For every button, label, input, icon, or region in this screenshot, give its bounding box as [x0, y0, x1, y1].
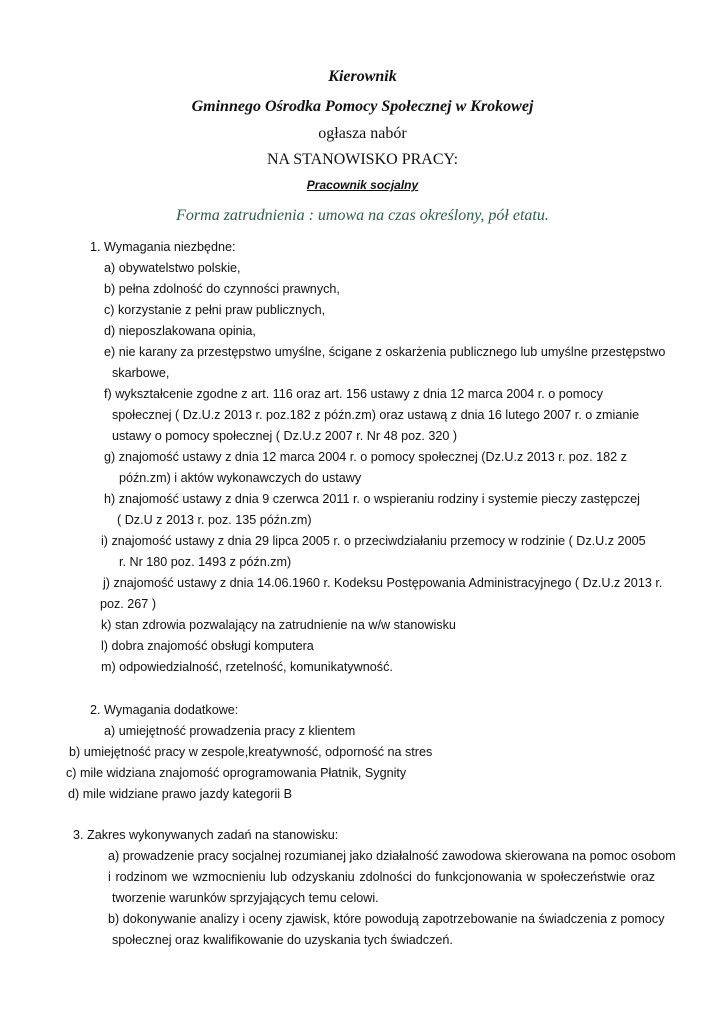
req-f-line1: f) wykształcenie zgodne z art. 116 oraz art. 156 ustawy z dnia 12 marca 2004 r. o pomocy — [104, 387, 603, 401]
req-c: c) korzystanie z pełni praw publicznych, — [104, 303, 326, 317]
req-b: b) pełna zdolność do czynności prawnych, — [104, 282, 340, 296]
section3-title: 3. Zakres wykonywanych zadań na stanowisku: — [73, 828, 339, 842]
heading-kierownik: Kierownik — [328, 68, 397, 85]
section2-title: 2. Wymagania dodatkowe: — [90, 703, 239, 717]
req-e-line1: e) nie karany za przestępstwo umyślne, ścigane z oskarżenia publicznego lub umyślne przestępstwo — [104, 345, 666, 359]
extra-b: b) umiejętność pracy w zespole,kreatywność, odporność na stres — [69, 745, 433, 759]
employment-form: Forma zatrudnienia : umowa na czas określony, pół etatu. — [176, 207, 549, 224]
task-a-line2: i rodzinom we wzmocnieniu lub odzyskaniu zdolności do funkcjonowania w społeczeństwie oraz — [108, 870, 655, 884]
extra-a: a) umiejętność prowadzenia pracy z klientem — [104, 724, 356, 738]
position-name: Pracownik socjalny — [306, 178, 419, 192]
task-b-line2: społecznej oraz kwalifikowanie do uzyskania tych świadczeń. — [112, 933, 453, 947]
req-e-line2: skarbowe, — [112, 366, 170, 380]
req-d: d) nieposzlakowana opinia, — [104, 324, 256, 338]
req-j-line1: j) znajomość ustawy z dnia 14.06.1960 r. Kodeksu Postępowania Administracyjnego ( Dz.U.z 2013 r. — [103, 576, 663, 590]
req-g-line1: g) znajomość ustawy z dnia 12 marca 2004 r. o pomocy społecznej (Dz.U.z 2013 r. poz. 182 z — [104, 450, 627, 464]
req-m: m) odpowiedzialność, rzetelność, komunikatywność. — [101, 660, 393, 674]
req-h-line2: ( Dz.U z 2013 r. poz. 135 późn.zm) — [117, 513, 312, 527]
req-a: a) obywatelstwo polskie, — [104, 261, 241, 275]
task-a-line3: tworzenie warunków sprzyjających temu celowi. — [112, 891, 379, 905]
req-k: k) stan zdrowia pozwalający na zatrudnienie na w/w stanowisku — [101, 618, 456, 632]
heading-institution: Gminnego Ośrodka Pomocy Społecznej w Krokowej — [191, 98, 534, 115]
req-f-line3: ustawy o pomocy społecznej ( Dz.U.z 2007 r. Nr 48 poz. 320 ) — [112, 429, 458, 443]
req-j-line2: poz. 267 ) — [100, 597, 157, 611]
req-i-line1: i) znajomość ustawy z dnia 29 lipca 2005 r. o przeciwdziałaniu przemocy w rodzinie ( Dz.U.z 2005 — [101, 534, 646, 548]
req-h-line1: h) znajomość ustawy z dnia 9 czerwca 2011 r. o wspieraniu rodziny i systemie pieczy zastępczej — [104, 492, 640, 506]
extra-c: c) mile widziana znajomość oprogramowania Płatnik, Sygnity — [66, 766, 407, 780]
section1-title: 1. Wymagania niezbędne: — [90, 240, 236, 254]
req-f-line2: społecznej ( Dz.U.z 2013 r. poz.182 z późn.zm) oraz ustawą z dnia 16 lutego 2007 r. o zmianie — [112, 408, 640, 422]
heading-position-label: NA STANOWISKO PRACY: — [266, 151, 459, 168]
req-i-line2: r. Nr 180 poz. 1493 z późn.zm) — [119, 555, 292, 569]
extra-d: d) mile widziane prawo jazdy kategorii B — [68, 787, 292, 801]
heading-announces: ogłasza nabór — [318, 125, 407, 142]
req-l: l) dobra znajomość obsługi komputera — [101, 639, 314, 653]
task-a-line1: a) prowadzenie pracy socjalnej rozumianej jako działalność zawodowa skierowana na pomoc osobom — [108, 849, 676, 863]
req-g-line2: późn.zm) i aktów wykonawczych do ustawy — [119, 471, 362, 485]
task-b-line1: b) dokonywanie analizy i oceny zjawisk, które powodują zapotrzebowanie na świadczenia z pomocy — [108, 912, 665, 926]
